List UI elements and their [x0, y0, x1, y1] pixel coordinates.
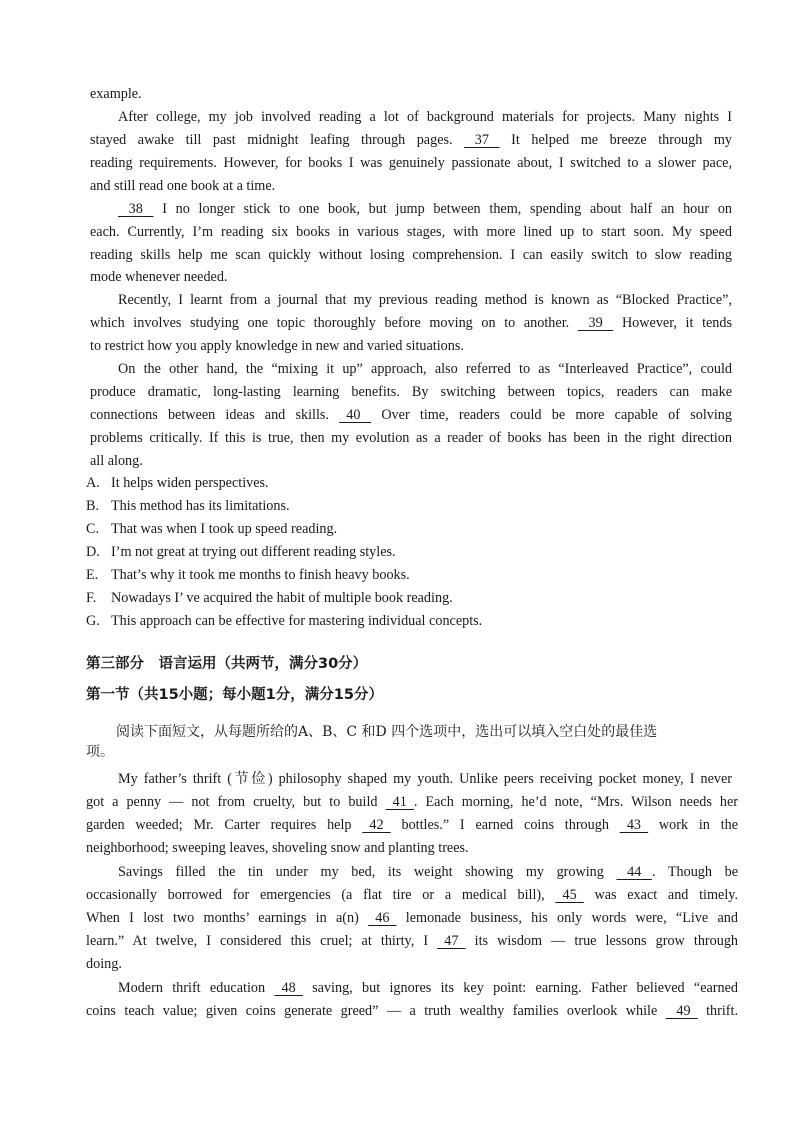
- text: . Though be: [651, 864, 738, 880]
- text: saving, but ignores its key point: earning. Father believed “earned: [312, 980, 739, 996]
- text: It helped me breeze through my: [511, 132, 733, 148]
- passage-line: [90, 153, 732, 173]
- text: and still read one book at a time.: [90, 178, 276, 194]
- blank-42[interactable]: 42: [369, 817, 384, 833]
- text: learn.” At twelve, I considered this cruel; at thirty, I: [86, 933, 429, 949]
- text: thrift.: [706, 1003, 739, 1019]
- option-text: Nowadays I’ ve acquired the habit of multiple book reading.: [111, 590, 453, 606]
- text: 阅读下面短文，从每题所给的A、B、C 和D 四个选项中，选出可以填入空白处的最佳选: [116, 724, 658, 740]
- text: occasionally borrowed for emergencies (a flat tire or a medical bill),: [86, 887, 545, 903]
- text: mode whenever needed.: [90, 269, 228, 285]
- text: which involves studying one topic thoroughly before moving on to another.: [90, 315, 570, 331]
- option-text: That was when I took up speed reading.: [111, 521, 338, 537]
- option-e[interactable]: [86, 565, 728, 585]
- blank-38[interactable]: 38: [128, 201, 143, 217]
- text: 项。: [86, 744, 114, 760]
- text: Modern thrift education: [118, 980, 266, 996]
- passage-line: [90, 222, 732, 242]
- cloze-line: [86, 954, 728, 974]
- instruction: [86, 742, 728, 762]
- text: I no longer stick to one book, but jump between them, spending about half an hour on: [162, 201, 733, 217]
- cloze-line: [118, 978, 738, 998]
- cloze-line: [118, 769, 732, 789]
- instruction: [116, 722, 738, 742]
- cloze-line: [86, 838, 728, 858]
- text: However, it tends: [621, 315, 733, 331]
- option-letter: D.: [86, 544, 100, 560]
- option-text: I’m not great at trying out different reading styles.: [111, 544, 396, 560]
- passage-line: [90, 405, 732, 425]
- passage-line: [90, 176, 732, 196]
- option-text: This method has its limitations.: [111, 498, 290, 514]
- section-heading: [86, 654, 728, 674]
- passage-line: [118, 359, 732, 379]
- text: each. Currently, I’m reading six books in various stages, with more lined up to start soon. My speed: [90, 224, 732, 240]
- passage-line: [90, 245, 732, 265]
- cloze-line: [86, 792, 738, 812]
- text: My father’s thrift (节俭) philosophy shaped my youth. Unlike peers receiving pocket money, I never: [118, 771, 732, 787]
- cloze-line: [86, 931, 738, 951]
- blank-49[interactable]: 49: [676, 1003, 691, 1019]
- passage-line: [90, 267, 732, 287]
- option-a[interactable]: [86, 473, 728, 493]
- text: all along.: [90, 453, 143, 469]
- text: stayed awake till past midnight leafing through pages.: [90, 132, 453, 148]
- text: its wisdom — true lessons grow through: [474, 933, 739, 949]
- passage-line: [90, 428, 732, 448]
- option-text: This approach can be effective for mastering individual concepts.: [111, 613, 483, 629]
- option-b[interactable]: [86, 496, 728, 516]
- text: After college, my job involved reading a lot of background materials for projects. Many nights I: [118, 109, 732, 125]
- option-d[interactable]: [86, 542, 728, 562]
- passage-line: [90, 451, 732, 471]
- text: problems critically. If this is true, then my evolution as a reader of books has been in the right direction: [90, 430, 732, 446]
- cloze-line: [86, 1001, 738, 1021]
- option-letter: E.: [86, 567, 99, 583]
- text: reading requirements. However, for books I was genuinely passionate about, I switched to a slower pace,: [90, 155, 732, 171]
- blank-47[interactable]: 47: [444, 933, 459, 949]
- passage-line: [90, 382, 732, 402]
- blank-37[interactable]: 37: [474, 132, 489, 148]
- blank-43[interactable]: 43: [626, 817, 641, 833]
- passage-line: [90, 336, 732, 356]
- text: was exact and timely.: [594, 887, 738, 903]
- option-letter: F.: [86, 590, 97, 606]
- blank-39[interactable]: 39: [588, 315, 603, 331]
- blank-40[interactable]: 40: [346, 407, 361, 423]
- passage-line: [90, 84, 732, 104]
- text: coins teach value; given coins generate greed” — a truth wealthy families overlook while: [86, 1003, 658, 1019]
- text: work in the: [658, 817, 738, 833]
- text: doing.: [86, 956, 122, 972]
- text: lemonade business, his only words were, “Live and: [405, 910, 738, 926]
- blank-44[interactable]: 44: [627, 864, 642, 880]
- text: Over time, readers could be more capable of solving: [381, 407, 732, 423]
- cloze-line: [86, 908, 738, 928]
- passage-line: [118, 290, 732, 310]
- passage-line: [118, 107, 732, 127]
- text: On the other hand, the “mixing it up” approach, also referred to as “Interleaved Practice”, could: [118, 361, 732, 377]
- option-letter: A.: [86, 475, 100, 491]
- cloze-line: [86, 885, 738, 905]
- blank-48[interactable]: 48: [281, 980, 296, 996]
- text: garden weeded; Mr. Carter requires help: [86, 817, 352, 833]
- text: to restrict how you apply knowledge in new and varied situations.: [90, 338, 464, 354]
- option-f[interactable]: [86, 588, 728, 608]
- option-c[interactable]: [86, 519, 728, 539]
- text: example.: [90, 86, 142, 102]
- text: got a penny — not from cruelty, but to build: [86, 794, 378, 810]
- cloze-line: [118, 862, 738, 882]
- cloze-line: [86, 815, 738, 835]
- option-g[interactable]: [86, 611, 728, 631]
- blank-45[interactable]: 45: [562, 887, 577, 903]
- blank-46[interactable]: 46: [375, 910, 390, 926]
- text: Savings filled the tin under my bed, its weight showing my growing: [118, 864, 604, 880]
- text: connections between ideas and skills.: [90, 407, 329, 423]
- option-text: It helps widen perspectives.: [111, 475, 269, 491]
- text: 第一节（共15小题；每小题1分，满分15分）: [86, 687, 383, 703]
- option-letter: C.: [86, 521, 100, 537]
- passage-line: [90, 130, 732, 150]
- option-letter: G.: [86, 613, 100, 629]
- text: Recently, I learnt from a journal that my previous reading method is known as “Blocked Practice”,: [118, 292, 732, 308]
- text: reading skills help me scan quickly without losing comprehension. I can easily switch to slow reading: [90, 247, 732, 263]
- text: 第三部分 语言运用（共两节，满分30分）: [86, 656, 368, 672]
- text: bottles.” I earned coins through: [401, 817, 609, 833]
- sub-heading: [86, 685, 728, 705]
- text: . Each morning, he’d note, “Mrs. Wilson needs her: [413, 794, 738, 810]
- passage-line: [118, 199, 732, 219]
- text: When I lost two months’ earnings in a(n): [86, 910, 359, 926]
- option-letter: B.: [86, 498, 100, 514]
- blank-41[interactable]: 41: [392, 794, 407, 810]
- text: neighborhood; sweeping leaves, shoveling snow and planting trees.: [86, 840, 469, 856]
- text: produce dramatic, long-lasting learning benefits. By switching between topics, readers can make: [90, 384, 732, 400]
- option-text: That’s why it took me months to finish heavy books.: [111, 567, 410, 583]
- passage-line: [90, 313, 732, 333]
